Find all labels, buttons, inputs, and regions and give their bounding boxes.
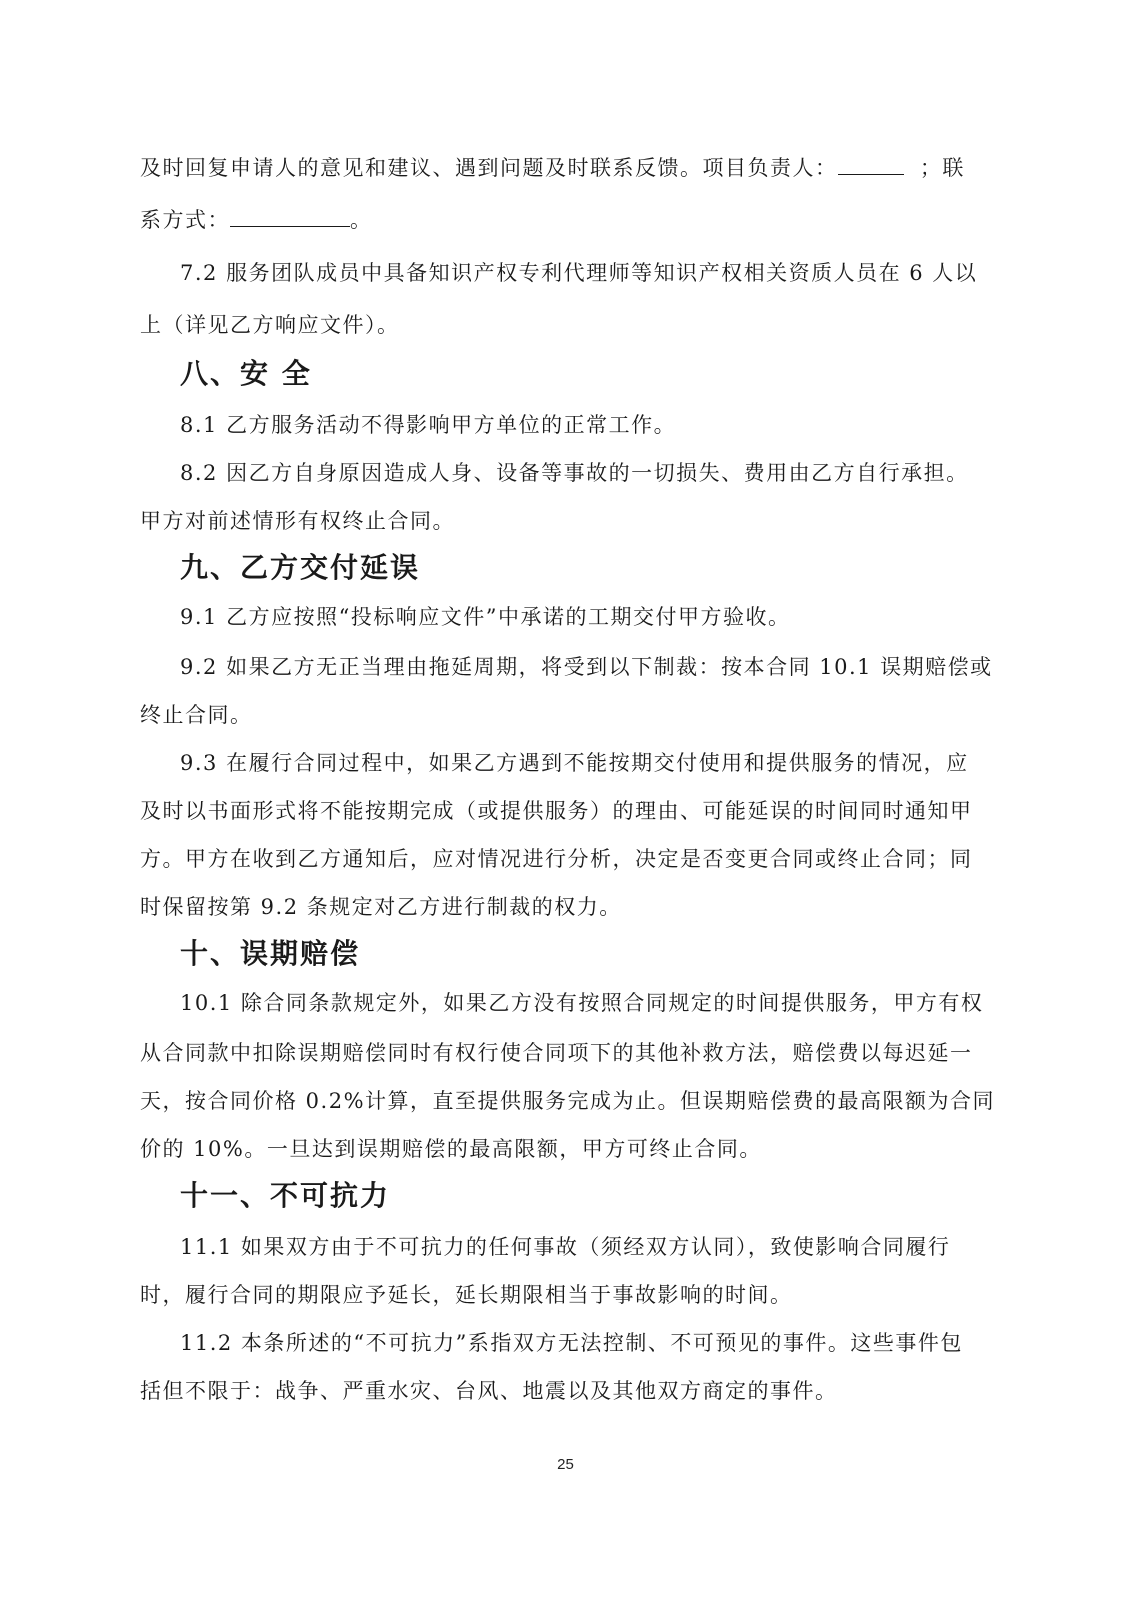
continuation-line-1 bbox=[140, 152, 965, 183]
clause-9-1: 9.1 乙方应按照“投标响应文件”中承诺的工期交付甲方验收。 bbox=[180, 605, 791, 629]
section-9-heading: 九、乙方交付延误 bbox=[180, 551, 421, 584]
clause-11-1-line-1: 11.1 如果双方由于不可抗力的任何事故（须经双方认同），致使影响合同履行 bbox=[180, 1235, 951, 1259]
clause-9-3-line-1: 9.3 在履行合同过程中，如果乙方遇到不能按期交付使用和提供服务的情况，应 bbox=[180, 751, 969, 775]
clause-9-3-line-3: 方。甲方在收到乙方通知后，应对情况进行分析，决定是否变更合同或终止合同；同 bbox=[140, 847, 973, 871]
contact-end: 。 bbox=[350, 208, 373, 232]
clause-9-3-line-4: 时保留按第 9.2 条规定对乙方进行制裁的权力。 bbox=[140, 895, 622, 919]
page-number: 25 bbox=[557, 1456, 574, 1473]
clause-7-2-line-1: 7.2 服务团队成员中具备知识产权专利代理师等知识产权相关资质人员在 6 人以 bbox=[180, 261, 978, 285]
clause-10-1-line-1: 10.1 除合同条款规定外，如果乙方没有按照合同规定的时间提供服务，甲方有权 bbox=[180, 991, 984, 1015]
section-10-heading: 十、误期赔偿 bbox=[180, 937, 361, 970]
clause-10-1-line-3: 天，按合同价格 0.2%计算，直至提供服务完成为止。但误期赔偿费的最高限额为合同 bbox=[140, 1089, 996, 1113]
continuation-line-2 bbox=[140, 204, 373, 235]
clause-8-2-line-1: 8.2 因乙方自身原因造成人身、设备等事故的一切损失、费用由乙方自行承担。 bbox=[180, 461, 969, 485]
contact-label: 系方式： bbox=[140, 208, 230, 232]
clause-10-1-line-2: 从合同款中扣除误期赔偿同时有权行使合同项下的其他补救方法，赔偿费以每迟延一 bbox=[140, 1041, 973, 1065]
clause-11-2-line-1: 11.2 本条所述的“不可抗力”系指双方无法控制、不可预见的事件。这些事件包 bbox=[180, 1331, 963, 1355]
section-11-heading: 十一、不可抗力 bbox=[180, 1179, 391, 1212]
clause-11-2-line-2: 括但不限于：战争、严重水灾、台风、地震以及其他双方商定的事件。 bbox=[140, 1379, 838, 1403]
continuation-end-text: ；联 bbox=[919, 156, 965, 180]
clause-9-2-line-1: 9.2 如果乙方无正当理由拖延周期，将受到以下制裁：按本合同 10.1 误期赔偿或 bbox=[180, 655, 993, 679]
clause-9-3-line-2: 及时以书面形式将不能按期完成（或提供服务）的理由、可能延误的时间同时通知甲 bbox=[140, 799, 973, 823]
clause-10-1-line-4: 价的 10%。一旦达到误期赔偿的最高限额，甲方可终止合同。 bbox=[140, 1137, 762, 1161]
clause-8-2-line-2: 甲方对前述情形有权终止合同。 bbox=[140, 509, 455, 533]
clause-11-1-line-2: 时，履行合同的期限应予延长，延长期限相当于事故影响的时间。 bbox=[140, 1283, 793, 1307]
clause-8-1: 8.1 乙方服务活动不得影响甲方单位的正常工作。 bbox=[180, 413, 677, 437]
clause-7-2-line-2: 上（详见乙方响应文件）。 bbox=[140, 313, 400, 337]
project-leader-blank bbox=[838, 152, 904, 175]
contact-blank bbox=[230, 204, 350, 227]
section-8-heading: 八、安 全 bbox=[180, 357, 312, 390]
continuation-text: 及时回复申请人的意见和建议、遇到问题及时联系反馈。项目负责人： bbox=[140, 156, 838, 180]
clause-9-2-line-2: 终止合同。 bbox=[140, 703, 253, 727]
